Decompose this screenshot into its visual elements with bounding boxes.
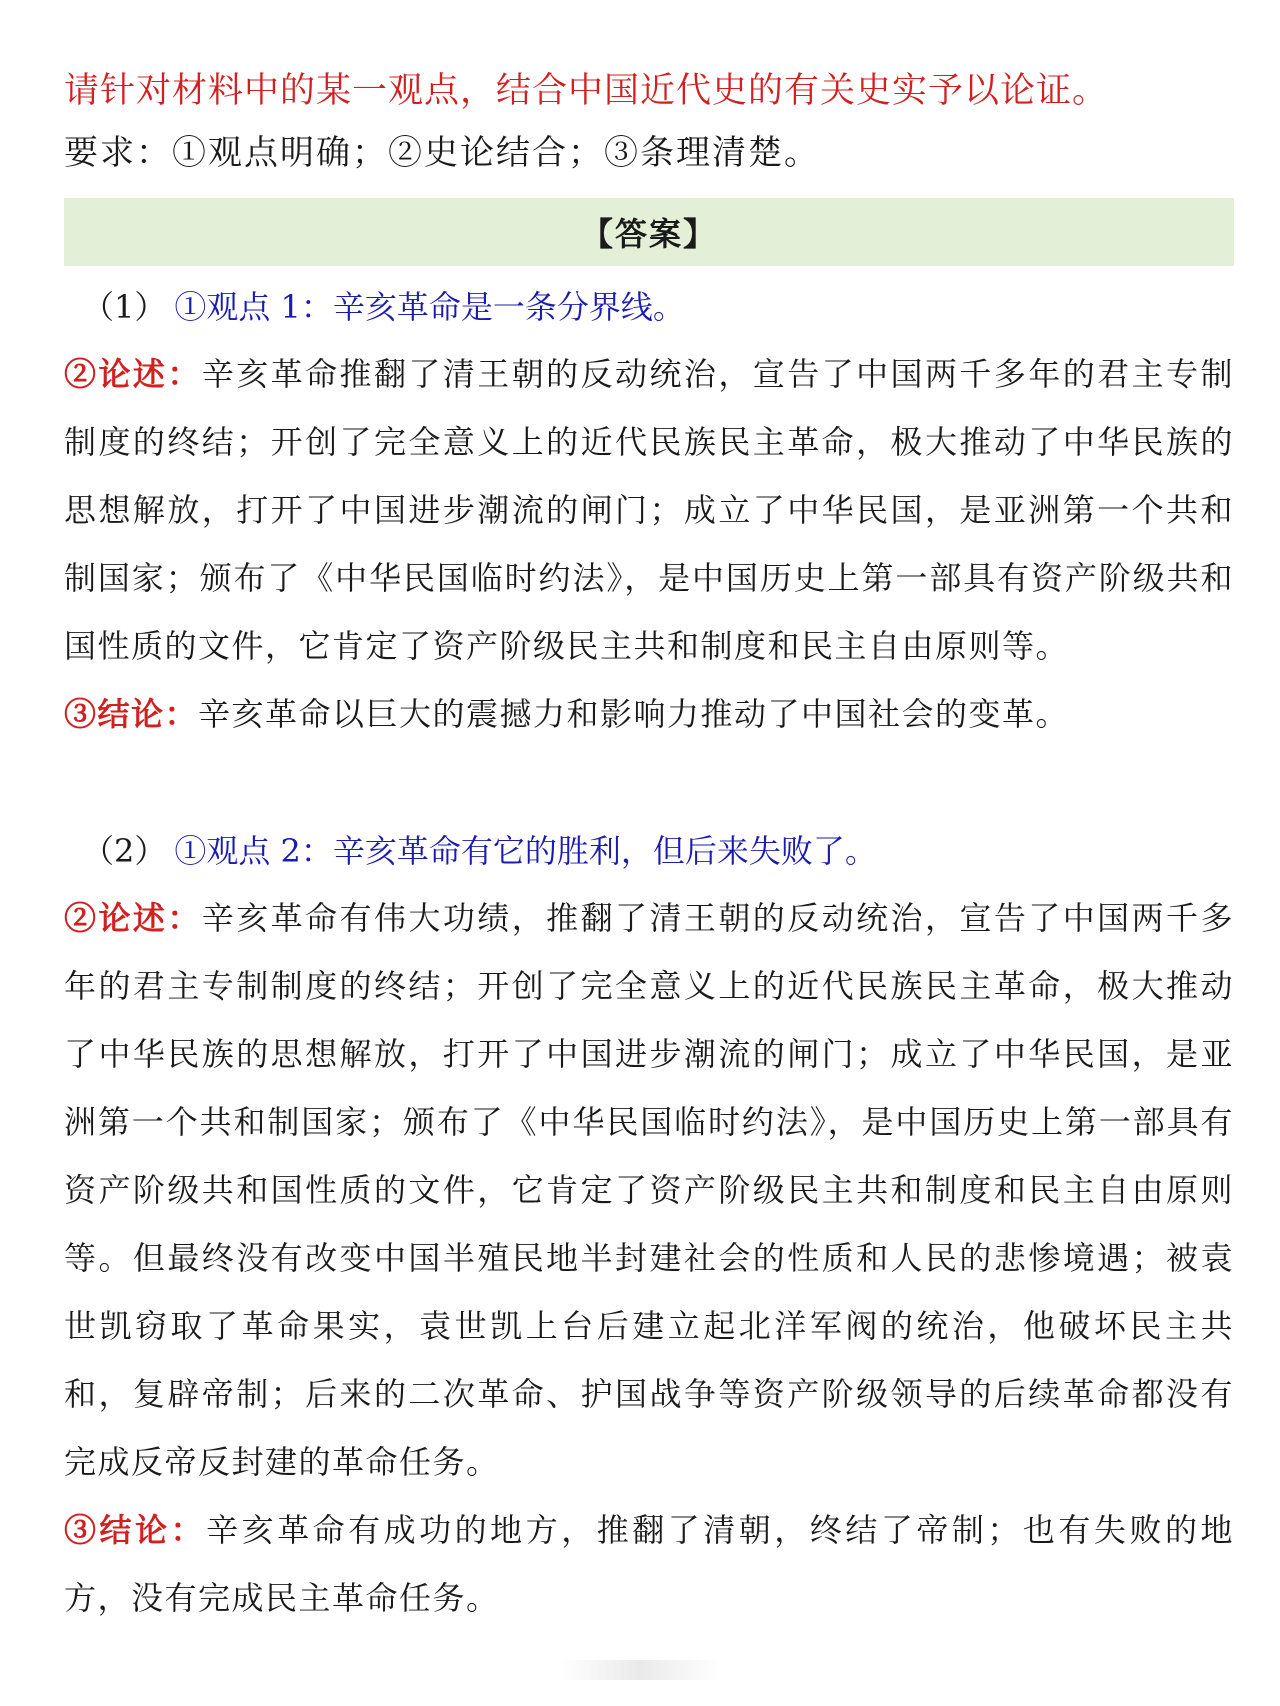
conclusion-paragraph	[64, 680, 1234, 748]
conclusion-label: ③结论：	[64, 1511, 207, 1549]
document-page	[64, 62, 1234, 1632]
viewpoint-text: ①观点 1：辛亥革命是一条分界线。	[174, 288, 685, 326]
argument-label: ②论述：	[64, 355, 202, 393]
argument-label: ②论述：	[64, 899, 202, 937]
argument-text: 辛亥革命推翻了清王朝的反动统治，宣告了中国两千多年的君主专制制度的终结；开创了完全意义上的近代民族民主革命，极大推动了中华民族的思想解放，打开了中国进步潮流的闸门；成立了中华民国，是亚洲第一个共和制国家；颁布了《中华民国临时约法》，是中国历史上第一部具有资产阶级共和国性质的文件，它肯定了资产阶级民主共和制度和民主自由原则等。	[64, 355, 1234, 665]
conclusion-label: ③结论：	[64, 695, 199, 733]
section-number: （2）	[82, 832, 167, 870]
answer-section-2	[64, 818, 1234, 1632]
question-text: 请针对材料中的某一观点，结合中国近代史的有关史实予以论证。	[64, 71, 1109, 111]
argument-paragraph	[64, 884, 1234, 1496]
conclusion-paragraph	[64, 1496, 1234, 1632]
answer-header: 【答案】	[64, 198, 1234, 266]
viewpoint-text: ①观点 2：辛亥革命有它的胜利，但后来失败了。	[174, 832, 877, 870]
requirement-text: 要求：①观点明确；②史论结合；③条理清楚。	[64, 133, 820, 173]
argument-paragraph	[64, 340, 1234, 680]
argument-text: 辛亥革命有伟大功绩，推翻了清王朝的反动统治，宣告了中国两千多年的君主专制制度的终结；开创了完全意义上的近代民族民主革命，极大推动了中华民族的思想解放，打开了中国进步潮流的闸门；成立了中华民国，是亚洲第一个共和制国家；颁布了《中华民国临时约法》，是中国历史上第一部具有资产阶级共和国性质的文件，它肯定了资产阶级民主共和制度和民主自由原则等。但最终没有改变中国半殖民地半封建社会的性质和人民的悲惨境遇；被袁世凯窃取了革命果实，袁世凯上台后建立起北洋军阀的统治，他破坏民主共和，复辟帝制；后来的二次革命、护国战争等资产阶级领导的后续革命都没有完成反帝反封建的革命任务。	[64, 899, 1234, 1481]
watermark-smudge	[560, 1660, 720, 1680]
conclusion-text: 辛亥革命有成功的地方，推翻了清朝，终结了帝制；也有失败的地方，没有完成民主革命任务。	[64, 1511, 1234, 1617]
answer-section-1	[64, 274, 1234, 748]
conclusion-text: 辛亥革命以巨大的震撼力和影响力推动了中国社会的变革。	[198, 695, 1070, 733]
viewpoint-line	[64, 274, 1234, 340]
section-number: （1）	[82, 288, 167, 326]
viewpoint-line	[64, 818, 1234, 884]
